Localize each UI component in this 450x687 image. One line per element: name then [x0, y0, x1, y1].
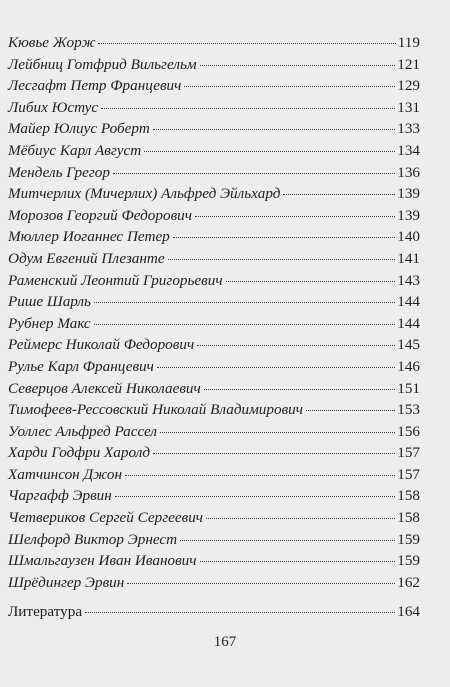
toc-entry [8, 485, 420, 507]
toc-spacer [8, 593, 420, 601]
toc-entry [8, 270, 420, 292]
dot-leader [153, 453, 395, 454]
toc-entry-page: 159 [397, 552, 420, 570]
toc-entry-name: Северцов Алексей Николаевич [8, 379, 201, 397]
toc-entry-name: Рулье Карл Францевич [8, 357, 154, 375]
toc-entry [8, 334, 420, 356]
dot-leader [144, 151, 395, 152]
dot-leader [283, 194, 395, 195]
toc-entry-page: 136 [397, 163, 420, 181]
toc-entry [8, 205, 420, 227]
toc-entry-page: 158 [397, 509, 420, 527]
toc-entry-name: Реймерс Николай Федорович [8, 336, 195, 354]
toc-entry [8, 183, 420, 205]
dot-leader [206, 518, 395, 519]
toc-entry-name: Либих Юстус [8, 98, 99, 116]
toc-entry [8, 313, 420, 335]
toc-entry [8, 464, 420, 486]
dot-leader [168, 259, 396, 260]
dot-leader [204, 389, 395, 390]
toc-entry-page: 162 [397, 573, 420, 591]
toc-entry-page: 139 [397, 206, 420, 224]
dot-leader [153, 129, 395, 130]
dot-leader [127, 583, 395, 584]
toc-entry-page: 143 [397, 271, 420, 289]
dot-leader [180, 540, 395, 541]
toc-entry-name: Мюллер Иоганнес Петер [8, 228, 170, 246]
toc-entry-page: 157 [397, 444, 420, 462]
toc-entry-page: 158 [397, 487, 420, 505]
dot-leader [101, 108, 395, 109]
toc-entry-page: 145 [397, 336, 420, 354]
dot-leader [115, 496, 395, 497]
table-of-contents [8, 32, 420, 623]
toc-entry [8, 97, 420, 119]
dot-leader [157, 367, 395, 368]
toc-entry-name: Литература [8, 603, 83, 621]
toc-entry-name: Четвериков Сергей Сергеевич [8, 509, 204, 527]
toc-entry-page: 153 [397, 401, 420, 419]
toc-entry-name: Лейбниц Готфрид Вильгельм [8, 55, 197, 73]
toc-entry-page: 119 [397, 34, 420, 51]
toc-entry-page: 131 [397, 98, 420, 116]
dot-leader [94, 324, 396, 325]
toc-entry-name: Раменский Леонтий Григорьевич [8, 271, 223, 289]
toc-entry [8, 550, 420, 572]
toc-entry-name: Шрёдингер Эрвин [8, 573, 125, 591]
toc-entry [8, 421, 420, 443]
toc-entries [8, 32, 420, 593]
toc-entry [8, 572, 420, 594]
toc-entry-name: Майер Юлиус Роберт [8, 120, 150, 138]
toc-entry-name: Рише Шарль [8, 293, 91, 311]
toc-entry-name: Рубнер Макс [8, 314, 91, 332]
toc-entry-page: 133 [397, 120, 420, 138]
toc-entry [8, 118, 420, 140]
toc-entry-name: Митчерлих (Мичерлих) Альфред Эйльхард [8, 185, 281, 203]
toc-entry-page: 144 [397, 314, 420, 332]
toc-entry [8, 32, 420, 54]
dot-leader [200, 65, 396, 66]
dot-leader [197, 345, 395, 346]
toc-entry-name: Мендель Грегор [8, 163, 110, 181]
toc-entry-page: 146 [397, 357, 420, 375]
toc-entry-name: Кювье Жорж [8, 34, 96, 51]
toc-entry [8, 75, 420, 97]
toc-entry [8, 291, 420, 313]
toc-entry [8, 399, 420, 421]
dot-leader [226, 281, 396, 282]
toc-entry-page: 141 [397, 249, 420, 267]
dot-leader [94, 302, 395, 303]
toc-entry-name: Уоллес Альфред Рассел [8, 422, 158, 440]
toc-entry [8, 529, 420, 551]
toc-entry-name: Морозов Георгий Федорович [8, 206, 193, 224]
toc-entry-page: 144 [397, 293, 420, 311]
toc-entry-page: 140 [397, 228, 420, 246]
toc-entry-name: Мёбиус Карл Август [8, 141, 142, 159]
toc-entry [8, 226, 420, 248]
dot-leader [113, 173, 395, 174]
toc-entry-page: 157 [397, 465, 420, 483]
dot-leader [125, 475, 395, 476]
dot-leader [173, 237, 395, 238]
toc-entry-name: Шелфорд Виктор Эрнест [8, 530, 178, 548]
toc-entry-page: 129 [397, 77, 420, 95]
toc-entry-page: 134 [397, 141, 420, 159]
toc-entry-page: 156 [397, 422, 420, 440]
toc-entry-name: Шмальгаузен Иван Иванович [8, 552, 197, 570]
toc-entry-name: Харди Годфри Харолд [8, 444, 151, 462]
toc-entry-page: 164 [397, 603, 420, 621]
toc-entry-name: Лесгафт Петр Францевич [8, 77, 182, 95]
toc-entry-name: Одум Евгений Плезанте [8, 249, 165, 267]
toc-entry [8, 54, 420, 76]
toc-entry-page: 159 [397, 530, 420, 548]
toc-entry-name: Хатчинсон Джон [8, 465, 123, 483]
toc-entry-name: Тимофеев-Рессовский Николай Владимирович [8, 401, 304, 419]
toc-entry [8, 248, 420, 270]
toc-entry [8, 442, 420, 464]
toc-entry-name: Чаргафф Эрвин [8, 487, 112, 505]
dot-leader [195, 216, 395, 217]
dot-leader [98, 43, 395, 44]
dot-leader [160, 432, 395, 433]
dot-leader [85, 612, 395, 613]
dot-leader [184, 86, 395, 87]
toc-entry [8, 378, 420, 400]
toc-entry-literature [8, 601, 420, 623]
dot-leader [200, 561, 396, 562]
page-number: 167 [213, 634, 237, 650]
toc-entry-page: 121 [397, 55, 420, 73]
toc-entry [8, 356, 420, 378]
dot-leader [306, 410, 395, 411]
toc-entry [8, 162, 420, 184]
toc-entry [8, 507, 420, 529]
toc-entry [8, 140, 420, 162]
toc-entry-page: 151 [397, 379, 420, 397]
toc-entry-page: 139 [397, 185, 420, 203]
